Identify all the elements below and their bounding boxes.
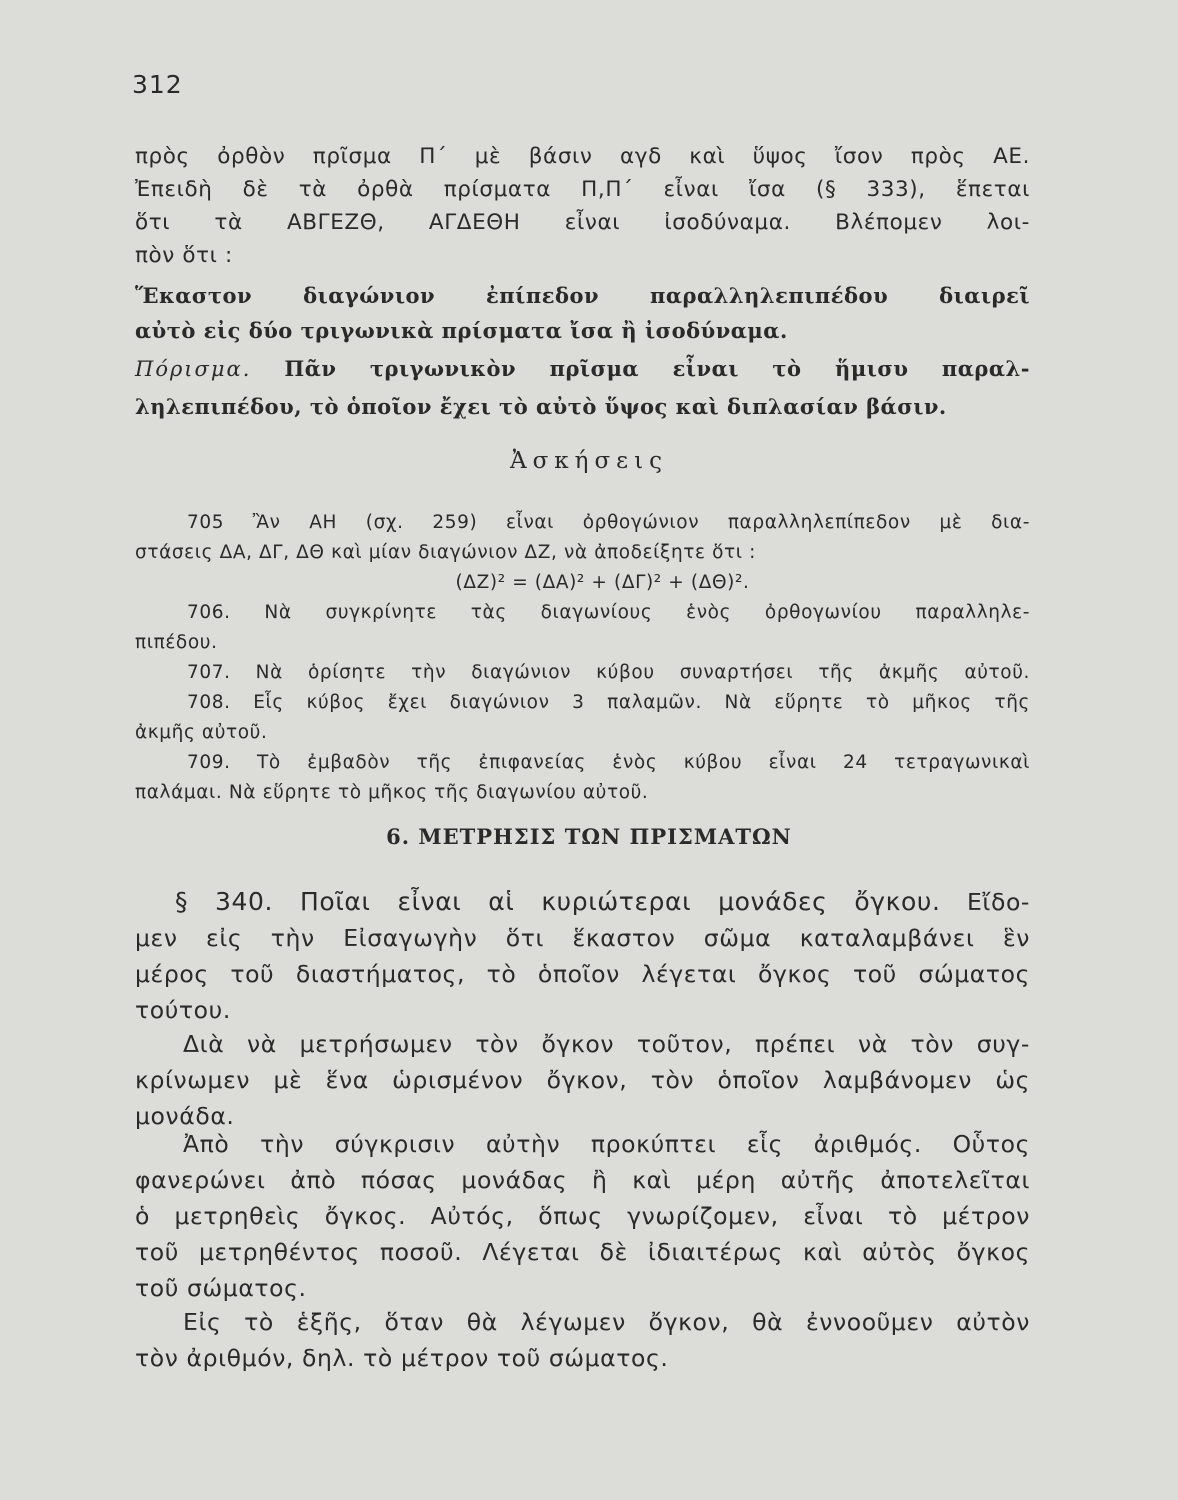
paragraph-340-heading: § 340. Ποῖαι εἶναι αἱ κυριώτεραι μονάδες ὄγκου.	[175, 887, 941, 916]
exercises-heading: Ἀσκήσεις	[510, 448, 668, 474]
text-line: μέρος τοῦ διαστήματος, τὸ ὁποῖον λέγεται ὄγκος τοῦ σώματος	[135, 960, 1030, 988]
text-line: ὅτι τὰ ΑΒΓΕΖΘ, ΑΓΔΕΘΗ εἶναι ἰσοδύναμα. Βλέπομεν λοι-	[135, 210, 1030, 235]
porisma-paragraph	[135, 350, 1030, 425]
theorem-statement	[135, 278, 1030, 348]
exercise-706	[135, 598, 1030, 658]
section-title: 6. ΜΕΤΡΗΣΙΣ ΤΩΝ ΠΡΙΣΜΑΤΩΝ	[386, 824, 792, 849]
porisma-line: ληλεπιπέδου, τὸ ὁποῖον ἔχει τὸ αὐτὸ ὕψος καὶ διπλασίαν βάσιν.	[135, 394, 947, 419]
text-line: μονάδα.	[135, 1102, 235, 1130]
paragraph-c	[135, 1126, 1030, 1306]
exercise-705	[135, 508, 1030, 598]
theorem-line: αὐτὸ εἰς δύο τριγωνικὰ πρίσματα ἴσα ἢ ἰσοδύναμα.	[135, 318, 788, 343]
text-line: μεν εἰς τὴν Εἰσαγωγὴν ὅτι ἕκαστον σῶμα καταλαμβάνει ἓν	[135, 924, 1030, 952]
text-line: Εἰς τὸ ἑξῆς, ὅταν θὰ λέγωμεν ὄγκον, θὰ ἐννοοῦμεν αὐτὸν	[183, 1308, 1030, 1336]
text-line: Ἐπειδὴ δὲ τὰ ὀρθὰ πρίσματα Π,Π΄ εἶναι ἴσα (§ 333), ἕπεται	[135, 177, 1030, 202]
text-line: Ἀπὸ τὴν σύγκρισιν αὐτὴν προκύπτει εἷς ἀριθμός. Οὗτος	[183, 1130, 1030, 1158]
exercises-list	[135, 508, 1030, 808]
intro-paragraph	[135, 140, 1030, 272]
text-line: κρίνωμεν μὲ ἕνα ὡρισμένον ὄγκον, τὸν ὁποῖον λαμβάνομεν ὡς	[135, 1066, 1030, 1094]
text-fragment: Εἴδο-	[966, 888, 1031, 916]
text-line: τὸν ἀριθμόν, δηλ. τὸ μέτρον τοῦ σώματος.	[135, 1344, 669, 1372]
text-line: Διὰ νὰ μετρήσωμεν τὸν ὄγκον τοῦτον, πρέπει νὰ τὸν συγ-	[183, 1030, 1030, 1058]
text-line: ὁ μετρηθεὶς ὄγκος. Αὐτός, ὅπως γνωρίζομεν, εἶναι τὸ μέτρον	[135, 1202, 1030, 1230]
exercise-708	[135, 688, 1030, 748]
exercise-707	[135, 658, 1030, 688]
exercise-line: 707. Νὰ ὁρίσητε τὴν διαγώνιον κύβου συναρτήσει τῆς ἀκμῆς αὐτοῦ.	[187, 662, 1030, 683]
porisma-label: Πόρισμα.	[135, 357, 252, 381]
exercise-709	[135, 748, 1030, 808]
exercise-line: στάσεις ΔΑ, ΔΓ, ΔΘ καὶ μίαν διαγώνιον ΔΖ, νὰ ἀποδείξητε ὅτι :	[135, 542, 756, 563]
theorem-line: Ἕκαστον διαγώνιον ἐπίπεδον παραλληλεπιπέδου διαιρεῖ	[135, 283, 1030, 308]
text-line: πρὸς ὀρθὸν πρῖσμα Π΄ μὲ βάσιν αγδ καὶ ὕψος ἴσον πρὸς ΑΕ.	[135, 144, 1030, 169]
exercise-line: 708. Εἷς κύβος ἔχει διαγώνιον 3 παλαμῶν. Νὰ εὕρητε τὸ μῆκος τῆς	[187, 692, 1030, 713]
exercise-line: παλάμαι. Νὰ εὕρητε τὸ μῆκος τῆς διαγωνίου αὐτοῦ.	[135, 782, 649, 803]
porisma-first-line	[135, 350, 1030, 388]
text-line: τοῦ μετρηθέντος ποσοῦ. Λέγεται δὲ ἰδιαιτέρως καὶ αὐτὸς ὄγκος	[135, 1238, 1030, 1266]
paragraph-d	[135, 1304, 1030, 1376]
exercise-line: ἀκμῆς αὐτοῦ.	[135, 722, 268, 743]
paragraph-340-first-line	[135, 884, 1030, 920]
exercise-line: 706. Νὰ συγκρίνητε τὰς διαγωνίους ἑνὸς ὀρθογωνίου παραλληλε-	[187, 602, 1030, 623]
exercise-line: 709. Τὸ ἐμβαδὸν τῆς ἐπιφανείας ἑνὸς κύβου εἶναι 24 τετραγωνικαὶ	[187, 752, 1030, 773]
paragraph-b	[135, 1026, 1030, 1134]
text-line: πὸν ὅτι :	[135, 243, 233, 268]
paragraph-340	[135, 884, 1030, 1028]
text-line: τούτου.	[135, 996, 231, 1024]
text-line: φανερώνει ἀπὸ πόσας μονάδας ἢ καὶ μέρη αὐτῆς ἀποτελεῖται	[135, 1166, 1030, 1194]
page-number: 312	[132, 70, 183, 99]
porisma-text: Πᾶν τριγωνικὸν πρῖσμα εἶναι τὸ ἥμισυ παραλ-	[284, 356, 1030, 381]
exercise-line: 705 Ἂν ΑΗ (σχ. 259) εἶναι ὀρθογώνιον παραλληλεπίπεδον μὲ δια-	[187, 512, 1030, 533]
exercise-formula: (ΔΖ)² = (ΔΑ)² + (ΔΓ)² + (ΔΘ)².	[455, 572, 750, 593]
text-line: τοῦ σώματος.	[135, 1274, 307, 1302]
exercise-line: πιπέδου.	[135, 632, 218, 653]
